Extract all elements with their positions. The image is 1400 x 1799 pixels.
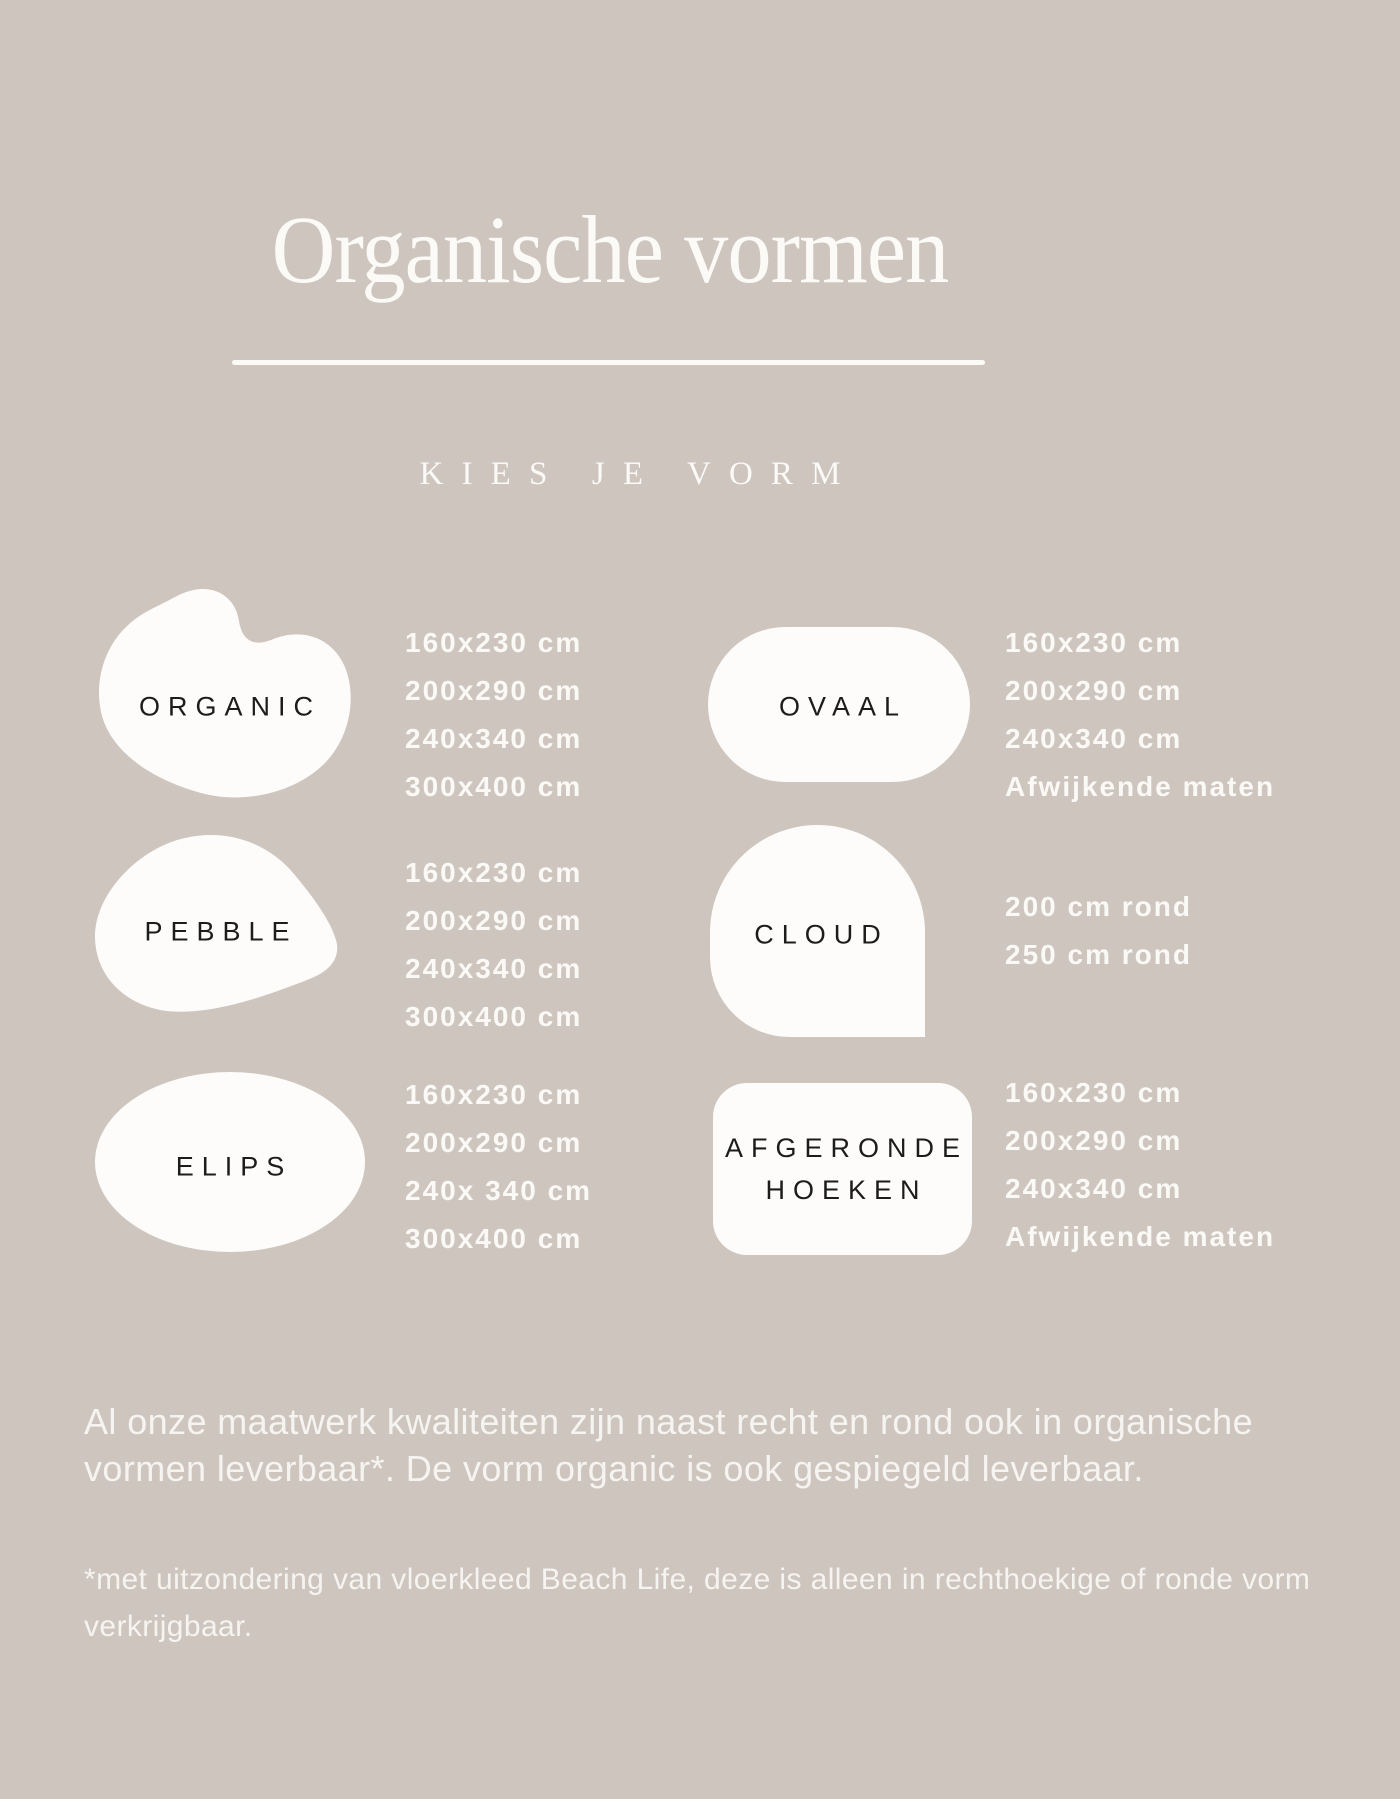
shape-cloud (710, 825, 925, 1037)
size-item: 160x230 cm (405, 1079, 583, 1110)
shape-label-cloud: CLOUD (754, 919, 889, 950)
size-item: 240x340 cm (1005, 1173, 1183, 1204)
size-item: 200x290 cm (405, 905, 583, 936)
shape-label-pebble: PEBBLE (144, 916, 298, 947)
size-item: 300x400 cm (405, 1223, 583, 1254)
footer-paragraph-2: *met uitzondering van vloerkleed Beach Life, deze is alleen in rechthoekige of ronde vorm verkrijgbaar. (84, 1563, 1311, 1643)
shape-pebble (93, 830, 341, 1030)
size-list-pebble (405, 849, 582, 1041)
size-item: 240x 340 cm (405, 1175, 593, 1206)
size-item: 200x290 cm (1005, 675, 1183, 706)
size-list-cloud (1005, 883, 1192, 979)
size-item: 200x290 cm (405, 675, 583, 706)
size-item: 300x400 cm (405, 771, 583, 802)
shape-organic (95, 585, 357, 800)
size-item: Afwijkende maten (1005, 771, 1276, 802)
size-item: Afwijkende maten (1005, 1221, 1276, 1252)
size-item: 240x340 cm (405, 723, 583, 754)
size-item: 160x230 cm (405, 627, 583, 658)
shape-afgeronde-hoeken (713, 1083, 972, 1255)
size-item: 160x230 cm (1005, 627, 1183, 658)
shape-label-line-1: AFGERONDE (724, 1133, 969, 1163)
size-list-ovaal (1005, 619, 1275, 811)
title-divider (232, 360, 985, 365)
size-item: 250 cm rond (1005, 939, 1192, 970)
subtitle: KIES JE VORM (419, 456, 859, 492)
size-list-elips (405, 1071, 592, 1263)
size-item: 300x400 cm (405, 1001, 583, 1032)
size-item: 240x340 cm (1005, 723, 1183, 754)
size-list-organic (405, 619, 582, 811)
size-item: 240x340 cm (405, 953, 583, 984)
size-item: 160x230 cm (1005, 1077, 1183, 1108)
page-title: Organische vormen (271, 196, 949, 303)
footer-paragraph-1: Al onze maatwerk kwaliteiten zijn naast recht en rond ook in organische vormen leverbaar*. De vorm organic is ook gespiegeld leverbaar. (84, 1401, 1254, 1489)
shape-label-line-2: HOEKEN (765, 1175, 928, 1205)
size-item: 200x290 cm (1005, 1125, 1183, 1156)
shape-label-elips: ELIPS (175, 1151, 293, 1182)
shape-label-afgeronde-hoeken (713, 1083, 972, 1255)
shape-ovaal (708, 627, 970, 782)
shape-label-ovaal: OVAAL (778, 691, 908, 722)
size-item: 200 cm rond (1005, 891, 1192, 922)
shape-label-organic: ORGANIC (138, 691, 321, 722)
size-item: 160x230 cm (405, 857, 583, 888)
shape-elips (95, 1072, 365, 1252)
size-item: 200x290 cm (405, 1127, 583, 1158)
size-list-afgeronde-hoeken (1005, 1069, 1275, 1261)
